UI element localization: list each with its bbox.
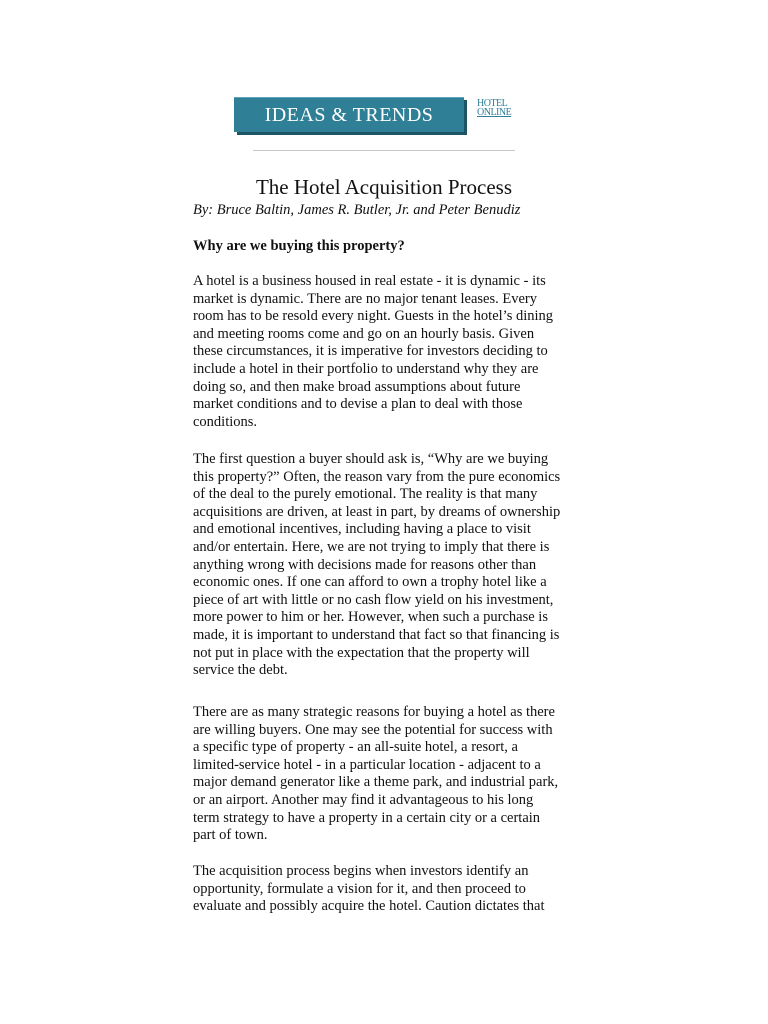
hotel-online-logo [477, 99, 533, 117]
text-line: acquisitions are driven, at least in part, by dreams of ownership [193, 503, 561, 520]
text-line: include a hotel in their portfolio to understand why they are [193, 360, 539, 377]
text-line: evaluate and possibly acquire the hotel. Caution dictates that [193, 898, 545, 915]
text-line: conditions. [193, 413, 258, 430]
paragraph-2 [193, 451, 583, 680]
article-title: The Hotel Acquisition Process [255, 175, 513, 199]
text-line: economic ones. If one can afford to own a trophy hotel like a [193, 574, 547, 591]
text-line: market conditions and to devise a plan to deal with those [193, 396, 523, 413]
text-line: doing so, and then make broad assumptions about future [193, 378, 521, 395]
header-banner [230, 96, 532, 136]
text-line: and meeting rooms come and go on an hourly basis. Given [193, 325, 535, 342]
header-divider [253, 150, 515, 151]
text-line: opportunity, formulate a vision for it, and then proceed to [193, 880, 526, 897]
text-line: There are as many strategic reasons for buying a hotel as there [193, 704, 555, 720]
text-line: service the debt. [193, 662, 288, 679]
text-line: piece of art with little or no cash flow yield on his investment, [193, 591, 554, 608]
text-line: more power to him or her. However, when such a purchase is [193, 609, 548, 626]
text-line: anything wrong with decisions made for reasons other than [193, 556, 537, 573]
paragraph-1 [193, 273, 583, 431]
logo-line-hotel: HOTEL [477, 98, 508, 109]
section-heading: Why are we buying this property? [193, 238, 405, 254]
text-line: a specific type of property - an all-suite hotel, a resort, a [193, 739, 518, 756]
paragraph-4 [193, 863, 583, 916]
text-line: and/or entertain. Here, we are not trying to imply that there is [193, 538, 550, 555]
text-line: these circumstances, it is imperative for investors deciding to [193, 343, 548, 360]
text-line: part of town. [193, 827, 268, 844]
text-line: major demand generator like a theme park, and industrial park, [193, 774, 559, 791]
text-line: of the deal to the purely emotional. The reality is that many [193, 486, 538, 503]
text-line: made, it is important to understand that fact so that financing is [193, 626, 560, 643]
paragraph-3 [193, 704, 583, 845]
text-line: are willing buyers. One may see the potential for success with [193, 721, 553, 738]
text-line: this property?” Often, the reason vary from the pure economics [193, 468, 561, 485]
text-line: market is dynamic. There are no major tenant leases. Every [193, 290, 537, 307]
text-line: room has to be resold every night. Guests in the hotel’s dining [193, 308, 554, 325]
article-byline: By: Bruce Baltin, James R. Butler, Jr. and Peter Benudiz [193, 202, 521, 218]
text-line: limited-service hotel - in a particular location - adjacent to a [193, 756, 541, 773]
text-line: The acquisition process begins when investors identify an [193, 863, 529, 879]
ideas-trends-banner: IDEAS & TRENDS [234, 97, 464, 132]
text-line: not put in place with the expectation that the property will [193, 644, 530, 661]
text-line: or an airport. Another may find it advantageous to his long [193, 791, 534, 808]
text-line: The first question a buyer should ask is, “Why are we buying [193, 451, 549, 467]
text-line: and emotional incentives, including having a place to visit [193, 521, 531, 538]
text-line: term strategy to have a property in a certain city or a certain [193, 809, 541, 826]
logo-line-online: ONLINE [477, 107, 512, 118]
text-line: A hotel is a business housed in real estate - it is dynamic - its [193, 273, 546, 289]
